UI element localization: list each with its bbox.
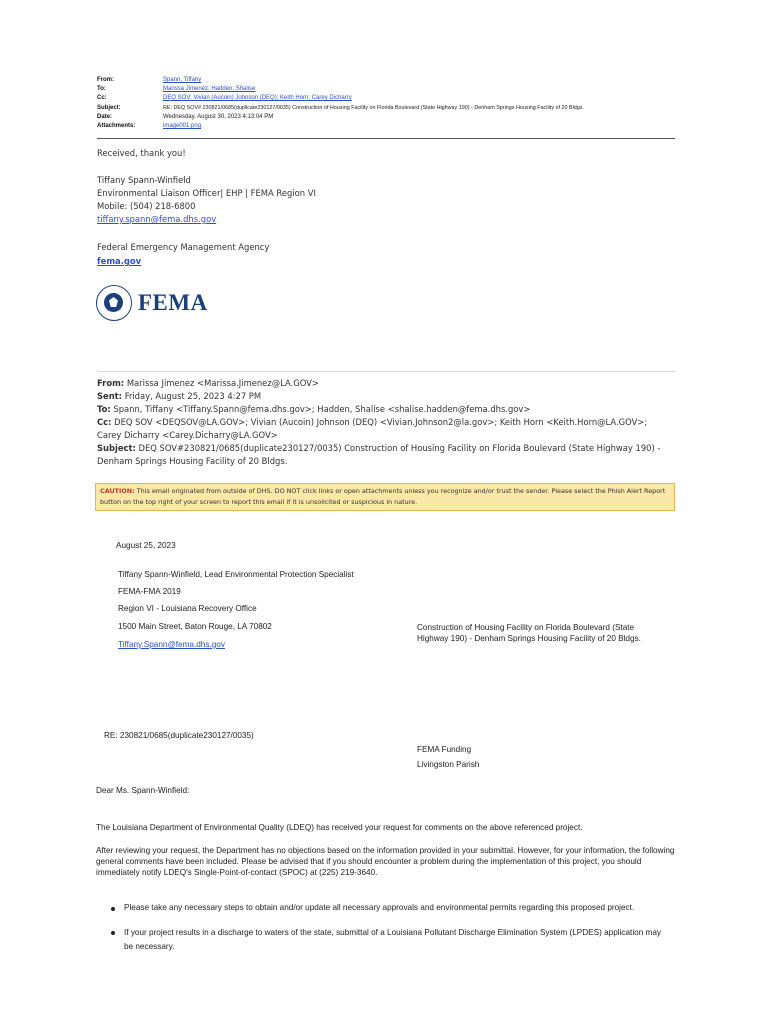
signature-block: [97, 174, 316, 226]
addressee-email-link[interactable]: Tiffany.Spann@fema.dhs.gov: [118, 640, 225, 649]
header-date-row: [97, 113, 584, 122]
header-subject-row: [97, 104, 584, 113]
bullet-1-text: Please take any necessary steps to obtain and/or update all necessary approvals and environmental permits regarding this proposed project.: [124, 903, 635, 912]
header-to-label: To:: [97, 86, 106, 93]
addressee-line4: 1500 Main Street, Baton Rouge, LA 70802: [118, 622, 272, 631]
caution-label: CAUTION:: [100, 487, 135, 495]
bullet-item-1: [111, 903, 671, 912]
header-from-value[interactable]: Spann, Tiffany: [163, 77, 202, 83]
fw-to-value: Spann, Tiffany <Tiffany.Spann@fema.dhs.gov>; Hadden, Shalise <shalise.hadden@fema.dhs.gov>: [113, 404, 531, 414]
fema-gov-link-text[interactable]: fema.gov: [97, 256, 142, 266]
header-to-row: [97, 85, 584, 94]
fw-sent-label: Sent:: [97, 391, 123, 401]
parish-line: Livingston Parish: [417, 760, 480, 769]
attachment-link[interactable]: image001.png: [163, 122, 202, 129]
signature-email-link[interactable]: tiffany.spann@fema.dhs.gov: [97, 214, 217, 224]
signature-title: Environmental Liaison Officer| EHP | FEMA Region VI: [97, 188, 316, 198]
project-description: Construction of Housing Facility on Florida Boulevard (State Highway 190) - Denham Springs Housing Facility of 20 Bldgs.: [417, 623, 641, 643]
letter-para-2: After reviewing your request, the Department has no objections based on the information provided in your submittal. However, for your information, the following general comments have been included. Please be advised that if you should encounter a problem during the implementation of this project, you should immediately notify LDEQ's Single-Point-of-contact (SPOC) at (225) 219-3640.: [96, 846, 675, 877]
bullet-dot-icon: [111, 907, 115, 911]
header-to-value[interactable]: Marissa Jimenez; Hadden, Shalise: [163, 86, 256, 93]
header-subject-label: Subject:: [97, 104, 121, 111]
forward-divider: [97, 371, 675, 372]
letter-para-1: The Louisiana Department of Environmental Quality (LDEQ) has received your request for comments on the above referenced project.: [96, 823, 583, 832]
header-date-value: Wednesday, August 30, 2023 4:13:04 PM: [163, 113, 274, 120]
caution-banner: [95, 483, 675, 511]
agency-name: Federal Emergency Management Agency: [97, 242, 270, 252]
fw-subject-value: DEQ SOV#230821/0685(duplicate230127/0035) Construction of Housing Facility on Florida Boulevard (State Highway 190) - Denham Springs Housing Facility of 20 Bldgs.: [97, 443, 661, 466]
header-attachments-label: Attachments:: [97, 122, 136, 129]
bullet-2-text: If your project results in a discharge to waters of the state, submittal of a Louisiana Pollutant Discharge Elimination System (LPDES) application may be necessary.: [124, 928, 661, 951]
fw-cc-label: Cc:: [97, 417, 112, 427]
fema-gov-link[interactable]: [97, 256, 141, 266]
fw-to-label: To:: [97, 404, 111, 414]
header-attachments-row: [97, 122, 584, 131]
fw-from-label: From:: [97, 378, 125, 388]
signature-mobile: Mobile: (504) 218-6800: [97, 201, 196, 211]
header-subject-value: RE: DEQ SOV# 230821/0685(duplicate230127/0035) Construction of Housing Facility on Florida Boulevard (State Highway 190) - Denham Springs Housing Facility of 20 Bldgs.: [163, 104, 584, 111]
addressee-line3: Region VI - Louisiana Recovery Office: [118, 604, 257, 613]
dhs-seal-icon: [96, 285, 132, 321]
re-line: RE: 230821/0685(duplicate230127/0035): [104, 731, 254, 740]
bullet-item-2: [111, 926, 666, 954]
header-cc-value[interactable]: DEQ SOV; Vivian (Aucoin) Johnson (DEQ); Keith Horn; Carey Dicharry: [163, 95, 352, 102]
reply-greeting: Received, thank you!: [97, 148, 186, 158]
bullet-dot-icon: [111, 931, 115, 935]
fema-logo-text: FEMA: [138, 290, 208, 315]
fw-from-value: Marissa Jimenez <Marissa.Jimenez@LA.GOV>: [126, 378, 319, 388]
header-date-label: Date:: [97, 113, 113, 120]
header-cc-row: [97, 94, 584, 103]
forwarded-header: [97, 377, 667, 468]
fw-subject-label: Subject:: [97, 443, 136, 453]
letter-date: August 25, 2023: [116, 541, 176, 550]
caution-text: This email originated from outside of DHS. DO NOT click links or open attachments unless you recognize and/or trust the sender. Please select the Phish Alert Report button on the top right of your screen to report this email if it is unsolicited or suspicious in nature.: [100, 487, 666, 506]
funding-line: FEMA Funding: [417, 745, 472, 754]
addressee-name: Tiffany Spann-Winfield, Lead Environmental Protection Specialist: [118, 570, 354, 579]
salutation: Dear Ms. Spann-Winfield:: [96, 786, 190, 795]
email-header: [97, 76, 584, 131]
addressee-line2: FEMA-FMA 2019: [118, 587, 181, 596]
fema-logo: [96, 283, 216, 323]
fw-sent-value: Friday, August 25, 2023 4:27 PM: [124, 391, 262, 401]
fw-cc-value: DEQ SOV <DEQSOV@LA.GOV>; Vivian (Aucoin) Johnson (DEQ) <Vivian.Johnson2@la.gov>; Keith Horn <Keith.Horn@LA.GOV>; Carey Dicharry <Carey.Dicharry@LA.GOV>: [97, 417, 648, 440]
header-divider: [97, 138, 675, 139]
header-from-label: From:: [97, 77, 114, 83]
header-from-row: [97, 76, 584, 85]
signature-name: Tiffany Spann-Winfield: [97, 175, 191, 185]
header-cc-label: Cc:: [97, 95, 107, 102]
